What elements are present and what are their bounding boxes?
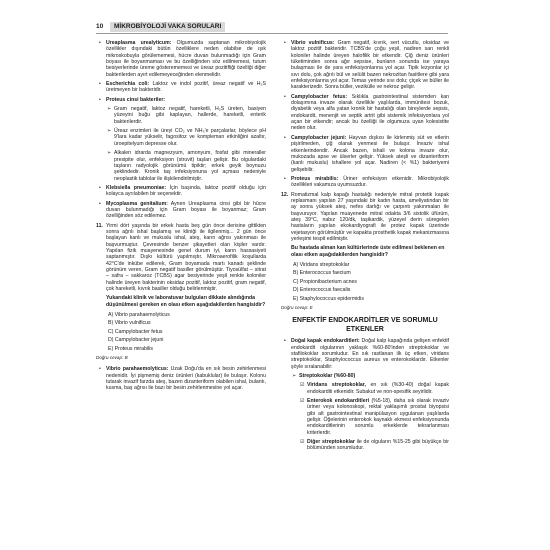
- bullet-icon: •: [284, 134, 286, 141]
- checkbox-icon: ☑: [300, 398, 305, 405]
- question-stem: Yirmi dört yaşında bir erkek hasta beş gün önce derisine gittikten sonra ağrılı ishal başlamış ve kliniği ile ilgilenmiş... 2 gün önce başlayan kanlı ve mukuslu ishal, ateş, karın ağrısı yakınması ile başvurmuştur. Çevresinde benzer şikayetleri olan kişiler vardır. Yapılan fizik muayenesinde genel durum iyi, karın hassasiyeti saptanmıştır. Dışkı kültürü yapılmıştır. Mikroaerofilik koşullarda 42°C'de inkübe edilerek, Gram boyamada martı kanadı şeklinde görünüm veren, Gram negatif basiller görülmüştür. Tiyosülfat – sitrat – safra – sakkaroz (TCBS) agar besiyerinde yeşil renkte koloniler halinde üreyen bakterinin oksidaz pozitif, laktoz pozitif, gram negatif, çok hareketli, kıvrık basiller olduğu belirlenmiştir.: [106, 222, 266, 293]
- proteus-sub-1: ➢ Gram negatif, laktoz negatif, hareketli, H₂S üreten, basiyen yüzeyini buğu gibi kaplayan, hallerde, hareketli, enterik bakterilerdir.: [107, 106, 266, 125]
- option-b: B) Vibrio vulnificus: [108, 320, 151, 327]
- bullet-proteus: • Proteus cinsi bakteriler:: [99, 96, 166, 103]
- arrow-icon: ➢: [292, 373, 297, 380]
- checkbox-icon: ☑: [300, 439, 305, 446]
- bullet-icon: •: [99, 96, 101, 103]
- bullet-icon: •: [99, 200, 101, 207]
- question-number: 12.: [281, 191, 289, 198]
- bullet-ureaplasma: • Ureaplasma urealyticum: Olgumuzda saptanan mikrobiyolojik özellikler dışındaki bütün özelliklere neden olabilse de ışık mikroskobuyla görülememesi, hücre duvarı bulunmadığı için Gram boyası ile boyanmaması ve bu özelliğinden söz edilmemesi, tutum besiyerlerinde üreme gösterememesi ve üreaz pozitifliği özelliği diğer bakterilerden ayırt edilemeyeceğinden elenmelidir.: [99, 40, 266, 78]
- option-d: D) Enterococcus faecalis: [293, 287, 351, 294]
- bullet-campylobacter-jejuni: • Campylobacter jejuni: Hayvan dışkısı ile kirlenmiş süt ve etlerin pişirilmeden, çiğ olarak yenmesi ile bulaşır. İnvaziv ishal etkenlerindendir. Ancak bazen, ishali ve kolona invaze olur, mukozada apse ve ülserler gelişir. Yüksek ateşli ve dizanteriform (kanlı mukuslu) ishallere yol açar. Nadiren (< %1) bakteriyemi gelişebilir.: [284, 134, 449, 173]
- bullet-icon: •: [284, 175, 286, 182]
- bullet-icon: •: [284, 93, 286, 100]
- option-c: C) Campylobacter fetus: [108, 328, 163, 335]
- question-11: [96, 223, 266, 293]
- proteus-sub-3: ➢ Alkalen idrarda magnezyum, amonyum, fosfat gibi mineraller presipite olur, enfeksiyon (struvit) taşları gelişir. Bu olgulardaki taşların radyolojik görünümü tipiktir; erkek geyik boynuzu şeklindedir. Kronik taş infeksiyonuna yol açması nedeniyle neoplastik tablolar ile ilişkilendirilmiştir.: [107, 150, 266, 182]
- bullet-icon: •: [99, 40, 101, 46]
- arrow-icon: ➢: [107, 106, 112, 113]
- arrow-icon: ➢: [107, 150, 112, 157]
- left-column: [96, 40, 266, 395]
- bullet-icon: •: [99, 366, 101, 373]
- options-list: [96, 312, 266, 352]
- proteus-sub-2: ➢ Üreaz enzimleri ile üreyi CO₂ ve NH₃'e parçalarlar, böylece pH 9'lara kadar yükselir, fagositoz ve kompleman etkinliğini azaltır, üroepitelyum depresse olur.: [107, 128, 266, 147]
- sub-viridans: ☑ Viridans streptokoklar, en sık (%30-40) doğal kapak endokarditi etkenidir. Subakut ve non-spesifik seyirlidir.: [300, 382, 449, 395]
- question-prompt: Yukarıdaki klinik ve laboratuvar bulguları dikkate alındığında düşünülmesi gereken en olası etken aşağıdakilerden hangisidir?: [106, 295, 266, 308]
- bullet-icon: •: [284, 338, 286, 345]
- checkbox-icon: ☑: [300, 382, 305, 389]
- sub-streptococci: ➢ Streptokoklar (%60-80): [292, 373, 356, 380]
- question-number: 11.: [96, 222, 103, 229]
- arrow-icon: ➢: [107, 128, 112, 135]
- right-column: [281, 40, 449, 455]
- bullet-ecoli: • Escherichia coli: Laktoz ve indol pozitif, üreaz negatif ve H₂S üretmeyen bir bakteridir.: [99, 81, 266, 94]
- option-e: E) Proteus mirabilis: [108, 345, 153, 352]
- option-a: A) Vibrio parahaemolyticus: [108, 311, 170, 318]
- sub-enterococcus: ☑ Enterokok endokarditleri (%5-18), daha sık olarak invaziv üriner veya kolonoskopi, rektal yaklaşımlı prostat biyopsisi gibi alt gastrointestinal manipülasyon uygulanan yaşlılarda gelişir. Öğelerinin enterokok kaynaklı ekmesi enfeksiyonunda endokarditlerinin sorumlu erkeklerde tekrarlanması kriterlerdir.: [300, 398, 449, 436]
- question-prompt: Bu hastada alınan kan kültürlerinde üste edilmesi beklenen en olası etken aşağıdakilerden hangisidir?: [291, 245, 445, 258]
- bullet-campylobacter-fetus: • Campylobacter fetus: Sıklıkla gastrointestinal sistemden kan dolaşımına invaze olarak özellikle yaşlılarda, immünitesi bozuk, diyabetik veya alfa yatan kronik bir hastalığı olan bireylerde sepsis, endokardit, menenjit ve septik artrit gibi sistemik infeksiyonlara yol açan bir etkendir; ancak bu özelliği ile olgumuza uyan kolesistite neden olur.: [284, 93, 449, 132]
- running-title: MİKROBİYOLOJİ VAKA SORULARI: [110, 22, 225, 32]
- option-b: B) Enterococcus faecium: [293, 270, 351, 277]
- bullet-native-valve: • Doğal kapak endokarditleri: Doğal kalp kapağında gelişen enfektif endokardit olgularının yaklaşık %60-80'inden streptokoklar ve stafilokoklar sorumludur. En sık rastlanan ilk üç etken, viridans streptokoklar, Staphylococcus aureus ve enterokoklardır. Etkenler şöyle sıralanabilir:: [284, 338, 449, 370]
- question-stem: Romatizmal kalp kapağı hastalığı nedeniyle mitral protetik kapak replasmanı yapılan 27 yaşındaki bir kadın hasta, ameliyatından bir ay sonra yüksek ateş, nefes darlığı ve çarpıntı yakınmaları ile başvuruyor. Yapılan muayenede mitral odakta 3/6 sistolik üfürüm, ateş 39°C, nabız 120/dk, taşikardik, yüzeyel derin süregelen hastaların yapılan ekokardiyografi ile protez kapak üzerinde vejetasyon görülmüştür ve kapakta prosthetik kapak mekanizmasına yerleşimi tespit edilmiştir.: [291, 191, 449, 242]
- bullet-proteus-mirabilis: • Proteus mirabilis: Üriner enfeksiyon etkenidir. Mikrobiyolojik özellikleri vakamıza uyumsuzdur.: [284, 175, 449, 189]
- option-a: A) Viridans streptokoklar: [293, 261, 350, 268]
- option-c: C) Propionibacterium acnes: [293, 278, 358, 285]
- question-12: [281, 192, 449, 243]
- bullet-vibrio-vulnificus: • Vibrio vulnificus: Gram negatif, kıvrık, sert vücutlu, oksidaz ve laktoz pozitif bakteridir. TCBS'de çoğu yeşil, nadiren sarı renkli koloniler halinde üreyen halofilik bir etkendir. Çiğ deniz ürünleri tüketiminden sonra ağır sepsise, bunların sonunda ise yaraya bulaşması ile de yara enfeksiyonlarına yol açar. Tipik lezyonlar içi sıvı dolu, çok ağrılı bül ve selülit bazen nekrozitan fasiitlere gibi yara enfeksiyonlarına yol açar. Temas yerinde sıvı dolu; çiçek ve büller ile karakterizedir. Sonra büller, vezikülle ve nekroz gelişir.: [284, 40, 449, 91]
- bullet-mycoplasma: • Mycoplasma genitalium: Aynen Ureaplasma cinsi gibi bir hücre duvarı bulunmadığı için Gram boyası ile boyanmaz; Gram özelliğinden söz edilemez.: [99, 200, 266, 220]
- option-e: E) Staphylococcus epidermidis: [293, 295, 364, 302]
- option-d: D) Campylobacter jejuni: [108, 337, 164, 344]
- page-header: [96, 22, 448, 34]
- correct-answer: Doğru cevap: B: [96, 355, 128, 361]
- options-list: [281, 262, 449, 302]
- bullet-klebsiella: • Klebsiella pneumoniae: İçin başında, laktoz pozitif olduğu için kolayca ayrılabilen bir seçenektir.: [99, 184, 266, 198]
- bullet-icon: •: [99, 184, 101, 191]
- bullet-vibrio-para: • Vibrio parahaemolyticus: Uzak Doğu'da en sık besin zehirlenmesi nedenidir. İyi pişmemiş deniz ürünleri (kabuklular) ile bulaşır. Kolonu tutarak invazif farzda ateş, bazen dizanteriform olabilen ishal, bulantı, kusma, baş ağrısı ile bazı bir besin zehirlenmesine yol açar.: [99, 366, 266, 392]
- bullet-icon: •: [99, 81, 101, 88]
- sub-other-strep: ☑ Diğer streptokoklar ile de olguların %15-25 gibi büyükçe bir bölümünden sorumludur.: [300, 439, 449, 452]
- bullet-icon: •: [284, 40, 286, 46]
- page-number: 10: [96, 23, 104, 30]
- correct-answer: Doğru cevap: E: [281, 304, 313, 310]
- section-heading: ENFEKTİF ENDOKARDİTLER VE SORUMLU ETKENLER: [292, 317, 438, 333]
